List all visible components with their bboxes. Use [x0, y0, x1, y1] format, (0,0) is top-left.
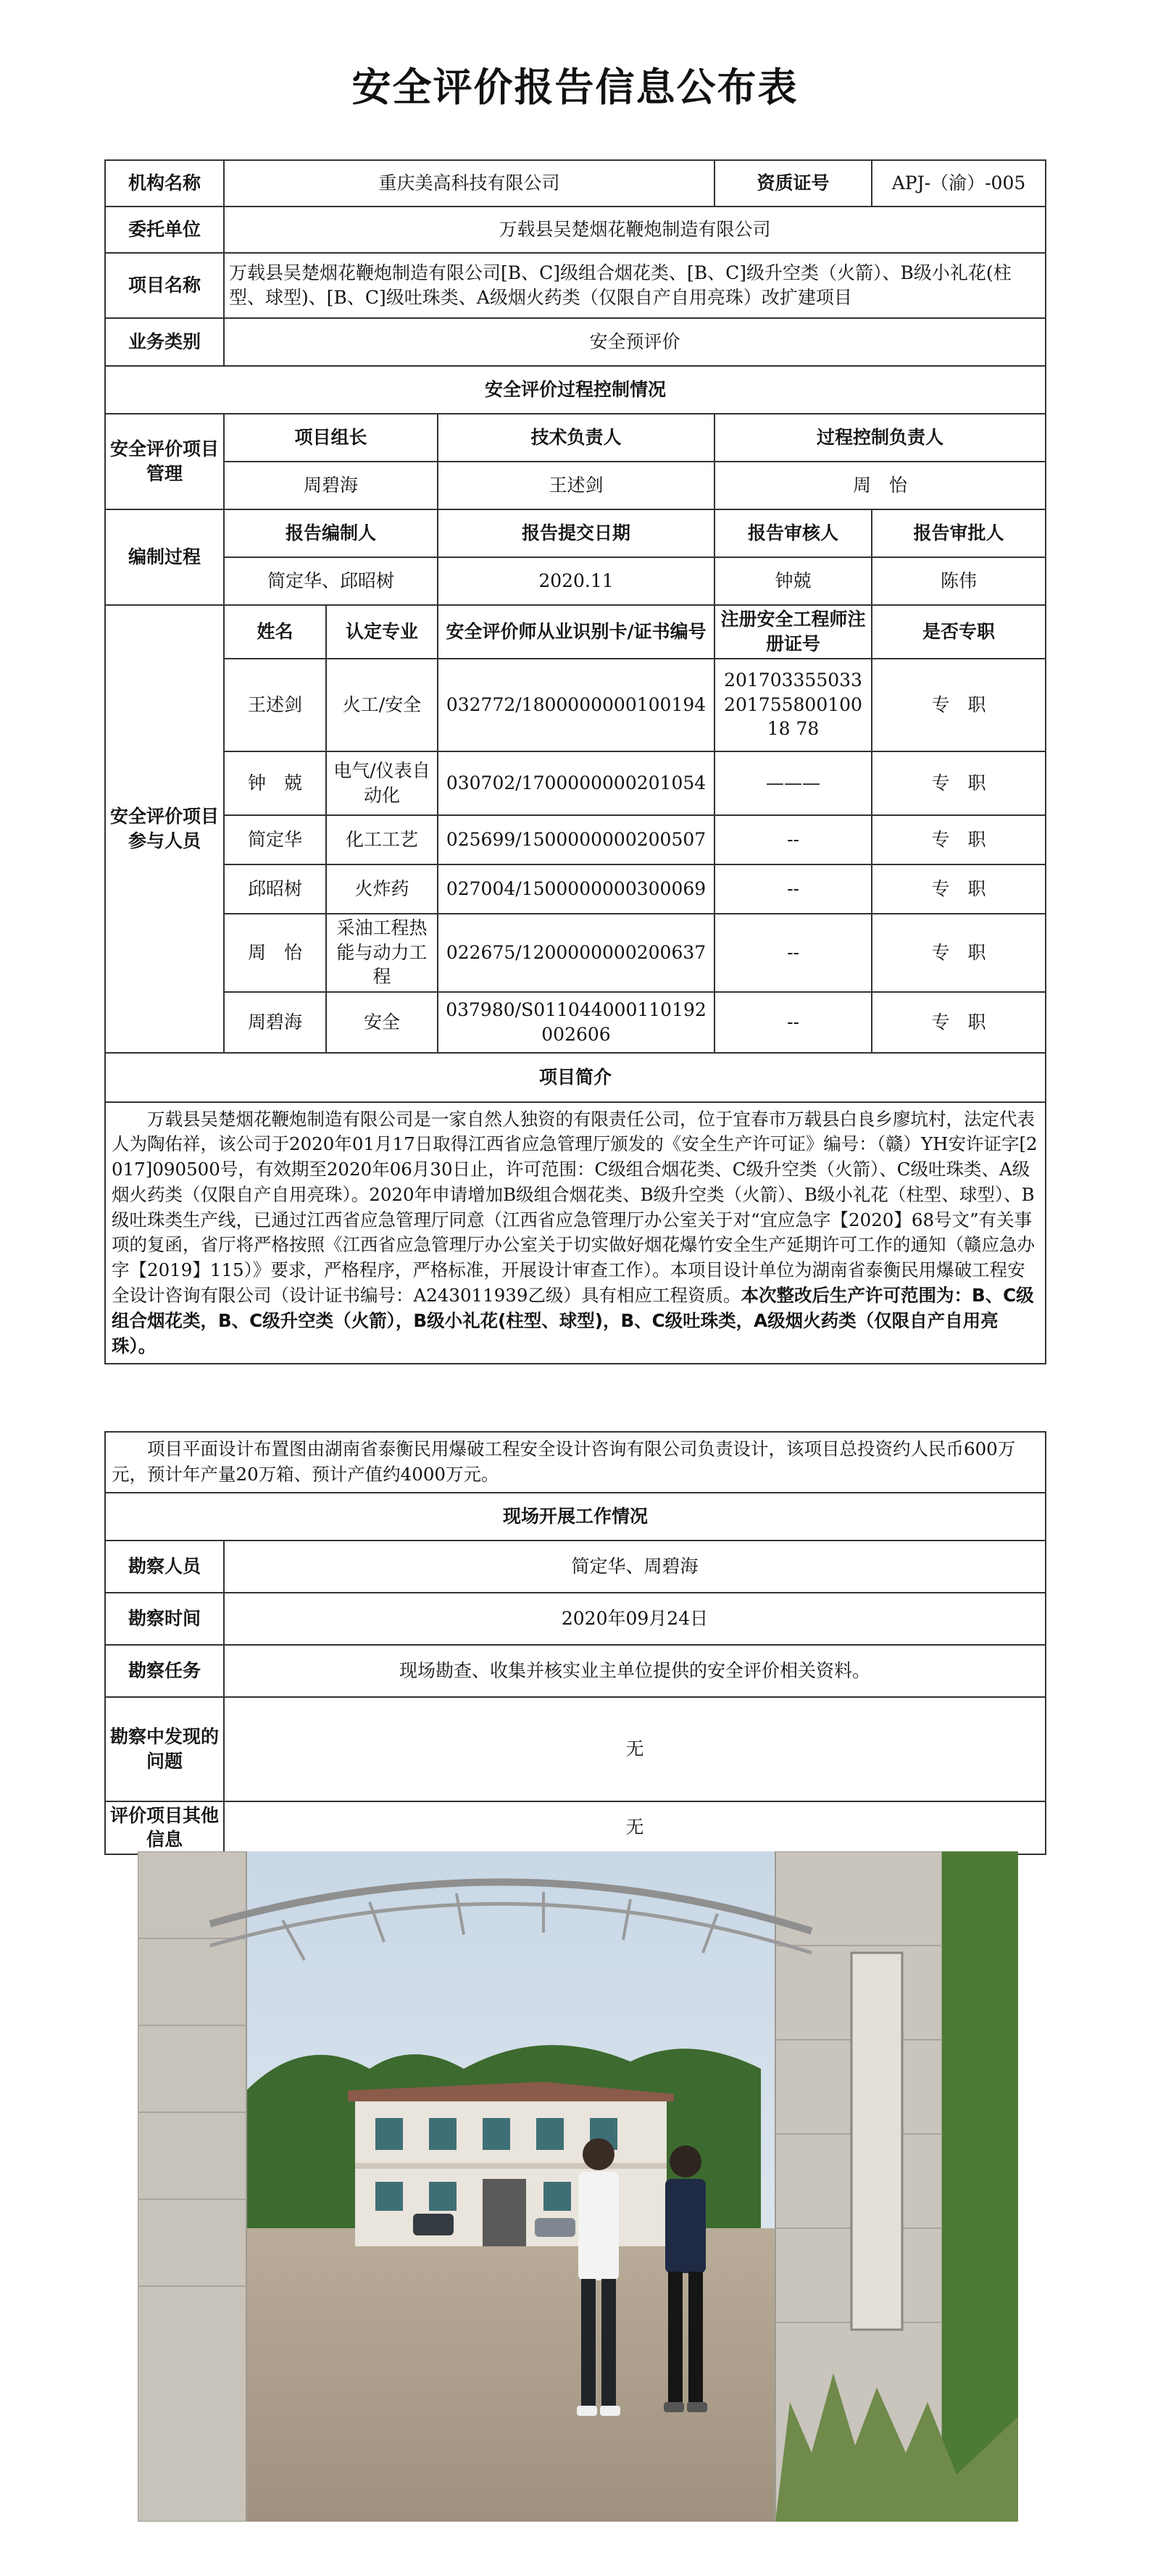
prep-value: 陈伟 [872, 557, 1046, 605]
field-heading: 现场开展工作情况 [105, 1493, 1046, 1541]
field-value: 现场勘查、收集并核实业主单位提供的安全评价相关资料。 [224, 1645, 1046, 1697]
gate-nameplate [851, 1953, 902, 2330]
org-value: 重庆美高科技有限公司 [224, 160, 714, 207]
mgmt-value: 周 怡 [714, 462, 1046, 509]
staff-major: 火炸药 [326, 864, 438, 914]
staff-card: 025699/1500000000200507 [438, 815, 714, 864]
staff-card: 027004/1500000000300069 [438, 864, 714, 914]
staff-reg: -- [714, 815, 872, 864]
table-row [105, 864, 1046, 914]
building [348, 2082, 674, 2246]
mgmt-header: 技术负责人 [438, 414, 714, 462]
intro-heading: 项目简介 [105, 1053, 1046, 1102]
field-label: 评价项目其他信息 [105, 1801, 224, 1855]
staff-name: 周碧海 [224, 992, 326, 1053]
client-value: 万载县吴楚烟花鞭炮制造有限公司 [224, 207, 1046, 253]
table-row [105, 751, 1046, 815]
table-row [105, 914, 1046, 992]
staff-name: 简定华 [224, 815, 326, 864]
staff-reg: -- [714, 864, 872, 914]
prep-label: 编制过程 [105, 509, 224, 605]
process-heading: 安全评价过程控制情况 [105, 366, 1046, 414]
mgmt-value: 王述剑 [438, 462, 714, 509]
prep-header: 报告审核人 [714, 509, 872, 557]
staff-major: 安全 [326, 992, 438, 1053]
staff-fulltime: 专 职 [872, 815, 1046, 864]
prep-header: 报告提交日期 [438, 509, 714, 557]
staff-name: 邱昭树 [224, 864, 326, 914]
table-row [105, 992, 1046, 1053]
staff-header: 是否专职 [872, 605, 1046, 659]
field-value: 简定华、周碧海 [224, 1541, 1046, 1593]
staff-reg: -- [714, 914, 872, 992]
left-pillar [138, 1851, 246, 2522]
staff-fulltime: 专 职 [872, 751, 1046, 815]
staff-name: 王述剑 [224, 659, 326, 751]
staff-fulltime: 专 职 [872, 659, 1046, 751]
biz-label: 业务类别 [105, 318, 224, 366]
staff-major: 采油工程热能与动力工程 [326, 914, 438, 992]
mgmt-header: 项目组长 [224, 414, 438, 462]
intro-text2: 项目平面设计布置图由湖南省泰衡民用爆破工程安全设计咨询有限公司负责设计，该项目总投资约人民币600万元，预计年产量20万箱、预计产值约4000万元。 [105, 1432, 1046, 1493]
project-label: 项目名称 [105, 253, 224, 318]
client-label: 委托单位 [105, 207, 224, 253]
field-label: 勘察时间 [105, 1593, 224, 1645]
staff-name: 钟 兢 [224, 751, 326, 815]
prep-header: 报告审批人 [872, 509, 1046, 557]
parked-car [413, 2214, 454, 2235]
staff-reg: ——— [714, 751, 872, 815]
field-label: 勘察中发现的问题 [105, 1697, 224, 1801]
field-value: 2020年09月24日 [224, 1593, 1046, 1645]
biz-value: 安全预评价 [224, 318, 1046, 366]
cert-value: APJ-（渝）-005 [872, 160, 1046, 207]
field-value: 无 [224, 1697, 1046, 1801]
intro-text-bold: 本次整改后生产许可范围为：B、C级组合烟花类，B、C级升空类（火箭），B级小礼花(柱型、球型)，B、C级吐珠类，A级烟火药类（仅限自产自用亮珠）。 [112, 1284, 1034, 1356]
parked-car [535, 2218, 575, 2237]
staff-major: 电气/仪表自动化 [326, 751, 438, 815]
staff-card: 030702/1700000000201054 [438, 751, 714, 815]
staff-fulltime: 专 职 [872, 864, 1046, 914]
staff-header: 注册安全工程师注册证号 [714, 605, 872, 659]
staff-reg: -- [714, 992, 872, 1053]
mgmt-header: 过程控制负责人 [714, 414, 1046, 462]
staff-card: 022675/1200000000200637 [438, 914, 714, 992]
staff-reg: 20170335503320175580010018 78 [714, 659, 872, 751]
staff-header: 姓名 [224, 605, 326, 659]
staff-major: 化工工艺 [326, 815, 438, 864]
staff-card: 032772/1800000000100194 [438, 659, 714, 751]
staff-header: 安全评价师从业识别卡/证书编号 [438, 605, 714, 659]
org-label: 机构名称 [105, 160, 224, 207]
staff-header: 认定专业 [326, 605, 438, 659]
field-value: 无 [224, 1801, 1046, 1855]
field-label: 勘察任务 [105, 1645, 224, 1697]
site-photo [138, 1851, 1018, 2522]
page-title: 安全评价报告信息公布表 [351, 64, 799, 110]
prep-value: 钟兢 [714, 557, 872, 605]
mgmt-value: 周碧海 [224, 462, 438, 509]
table-row [105, 815, 1046, 864]
table-row [105, 659, 1046, 751]
cert-label: 资质证号 [714, 160, 872, 207]
staff-major: 火工/安全 [326, 659, 438, 751]
mgmt-label: 安全评价项目管理 [105, 414, 224, 509]
field-table [104, 1431, 1046, 1855]
info-table [104, 159, 1046, 1364]
project-value: 万载县吴楚烟花鞭炮制造有限公司[B、C]级组合烟花类、[B、C]级升空类（火箭）、B级小礼花(柱型、球型)、[B、C]级吐珠类、A级烟火药类（仅限自产自用亮珠）改扩建项目 [224, 253, 1046, 318]
intro-text-normal: 万载县吴楚烟花鞭炮制造有限公司是一家自然人独资的有限责任公司，位于宜春市万载县白良乡廖坑村，法定代表人为陶佑祥，该公司于2020年01月17日取得江西省应急管理厅颁发的《安全生产许可证》编号：（赣）YH安许证字[2017]090500号，有效期至2020年06月30日止，许可范围：C级组合烟花类、C级升空类（火箭）、C级吐珠类、A级烟火药类（仅限自产自用亮珠）。2020年申请增加B级组合烟花类、B级升空类（火箭）、B级小礼花（柱型、球型）、B级吐珠类生产线，已通过江西省应急管理厅同意（江西省应急管理厅办公室关于对“宜应急字【2020】68号文”有关事项的复函，省厅将严格按照《江西省应急管理厅办公室关于切实做好烟花爆竹安全生产延期许可工作的通知（赣应急办字【2019】115）》要求，严格程序，严格标准，开展设计审查工作）。本项目设计单位为湖南省泰衡民用爆破工程安全设计咨询有限公司（设计证书编号：A243011939乙级）具有相应工程资质。 [112, 1108, 1038, 1306]
staff-fulltime: 专 职 [872, 992, 1046, 1053]
staff-fulltime: 专 职 [872, 914, 1046, 992]
prep-value: 2020.11 [438, 557, 714, 605]
staff-label: 安全评价项目参与人员 [105, 605, 224, 1053]
field-label: 勘察人员 [105, 1541, 224, 1593]
staff-name: 周 怡 [224, 914, 326, 992]
staff-card: 037980/S011044000110192002606 [438, 992, 714, 1053]
prep-header: 报告编制人 [224, 509, 438, 557]
intro-text [105, 1102, 1046, 1364]
prep-value: 简定华、邱昭树 [224, 557, 438, 605]
